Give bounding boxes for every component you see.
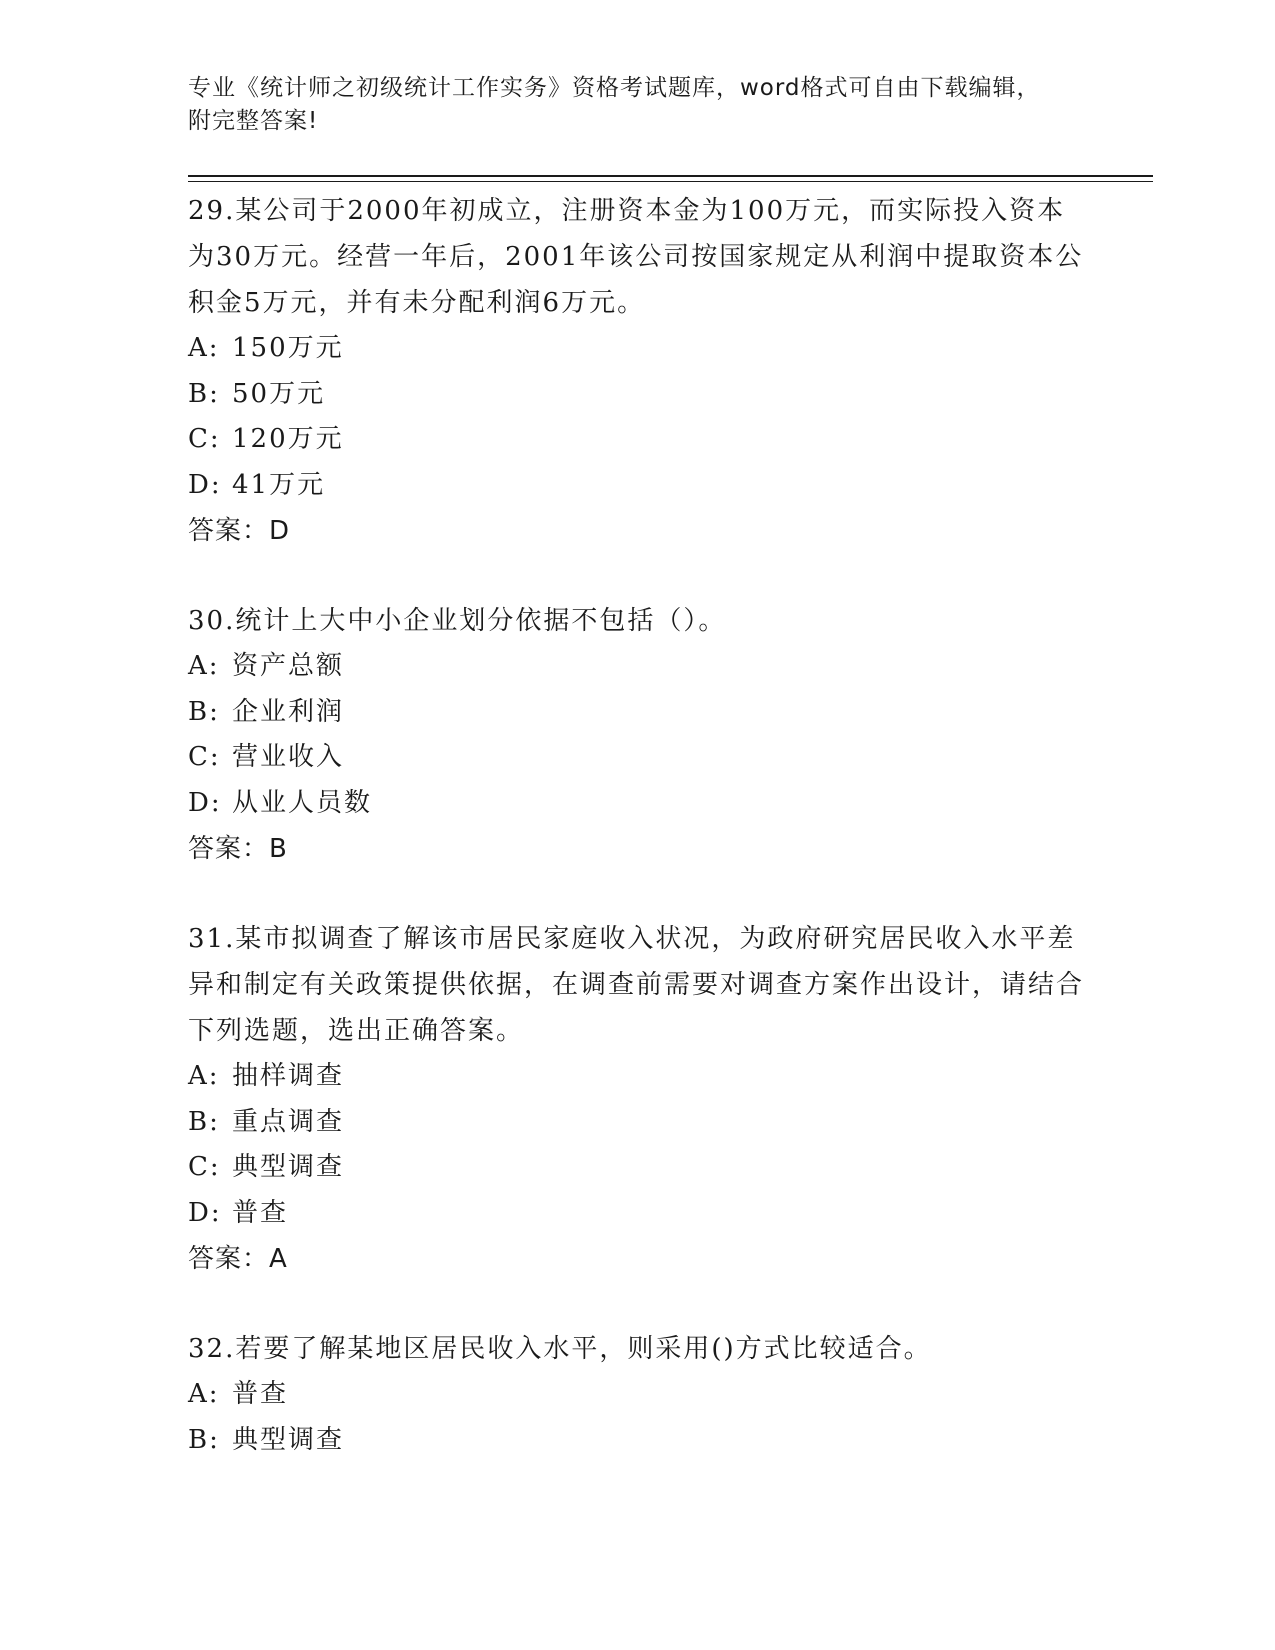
- option-text: 41万元: [232, 469, 326, 500]
- option-text: 120万元: [232, 424, 344, 454]
- option-d: [188, 781, 1088, 827]
- option-key: B:: [188, 378, 220, 409]
- option-b: [188, 1418, 1088, 1464]
- question-stem: 30.统计上大中小企业划分依据不包括（）。: [188, 606, 727, 636]
- option-key: C:: [188, 742, 221, 772]
- option-text: 资产总额: [232, 651, 345, 681]
- option-b: [188, 1100, 1088, 1146]
- option-key: C:: [188, 424, 221, 454]
- option-key: A:: [188, 651, 220, 681]
- option-d: [188, 463, 1088, 509]
- option-c: [188, 417, 1088, 463]
- answer-line: 答案：D: [188, 516, 291, 546]
- answer-line: 答案：B: [188, 834, 288, 864]
- option-text: 150万元: [232, 333, 344, 363]
- option-text: 典型调查: [232, 1152, 345, 1182]
- option-key: B:: [188, 1424, 220, 1455]
- document-header: [188, 72, 1088, 138]
- header-line-1: 专业《统计师之初级统计工作实务》资格考试题库，word格式可自由下载编辑，: [188, 75, 1041, 101]
- option-c: [188, 735, 1088, 781]
- option-c: [188, 1145, 1088, 1191]
- option-key: D:: [188, 787, 222, 818]
- option-a: [188, 1054, 1088, 1100]
- option-key: B:: [188, 1106, 220, 1137]
- answer-line: 答案：A: [188, 1244, 288, 1274]
- option-d: [188, 1191, 1088, 1237]
- question-31: [188, 916, 1088, 1282]
- option-text: 营业收入: [232, 742, 345, 772]
- option-key: A:: [188, 1379, 220, 1409]
- header-divider-thick: [188, 175, 1153, 177]
- option-key: A:: [188, 1061, 220, 1091]
- option-key: A:: [188, 333, 220, 363]
- option-b: [188, 690, 1088, 736]
- option-a: [188, 326, 1088, 372]
- option-text: 典型调查: [232, 1424, 345, 1455]
- option-a: [188, 644, 1088, 690]
- option-text: 从业人员数: [232, 787, 373, 818]
- option-key: D:: [188, 469, 222, 500]
- option-text: 重点调查: [232, 1106, 345, 1137]
- option-text: 普查: [232, 1197, 289, 1228]
- question-list: [188, 188, 1088, 1507]
- question-stem: 29.某公司于2000年初成立，注册资本金为100万元，而实际投入资本为30万元。经营一年后，2001年该公司按国家规定从利润中提取资本公积金5万元，并有未分配利润6万元。: [188, 196, 1084, 318]
- question-stem: 32.若要了解某地区居民收入水平，则采用()方式比较适合。: [188, 1334, 932, 1364]
- option-key: C:: [188, 1152, 221, 1182]
- option-key: B:: [188, 696, 220, 727]
- question-29: [188, 188, 1088, 554]
- question-32: [188, 1326, 1088, 1463]
- option-text: 抽样调查: [232, 1061, 345, 1091]
- question-30: [188, 598, 1088, 872]
- option-text: 50万元: [232, 378, 326, 409]
- option-b: [188, 372, 1088, 418]
- header-divider-thin: [188, 181, 1153, 182]
- header-line-2: 附完整答案!: [188, 108, 319, 134]
- option-text: 普查: [232, 1379, 289, 1409]
- option-key: D:: [188, 1197, 222, 1228]
- option-text: 企业利润: [232, 696, 345, 727]
- question-stem: 31.某市拟调查了解该市居民家庭收入状况，为政府研究居民收入水平差异和制定有关政策提供依据，在调查前需要对调查方案作出设计，请结合下列选题，选出正确答案。: [188, 924, 1085, 1046]
- option-a: [188, 1372, 1088, 1418]
